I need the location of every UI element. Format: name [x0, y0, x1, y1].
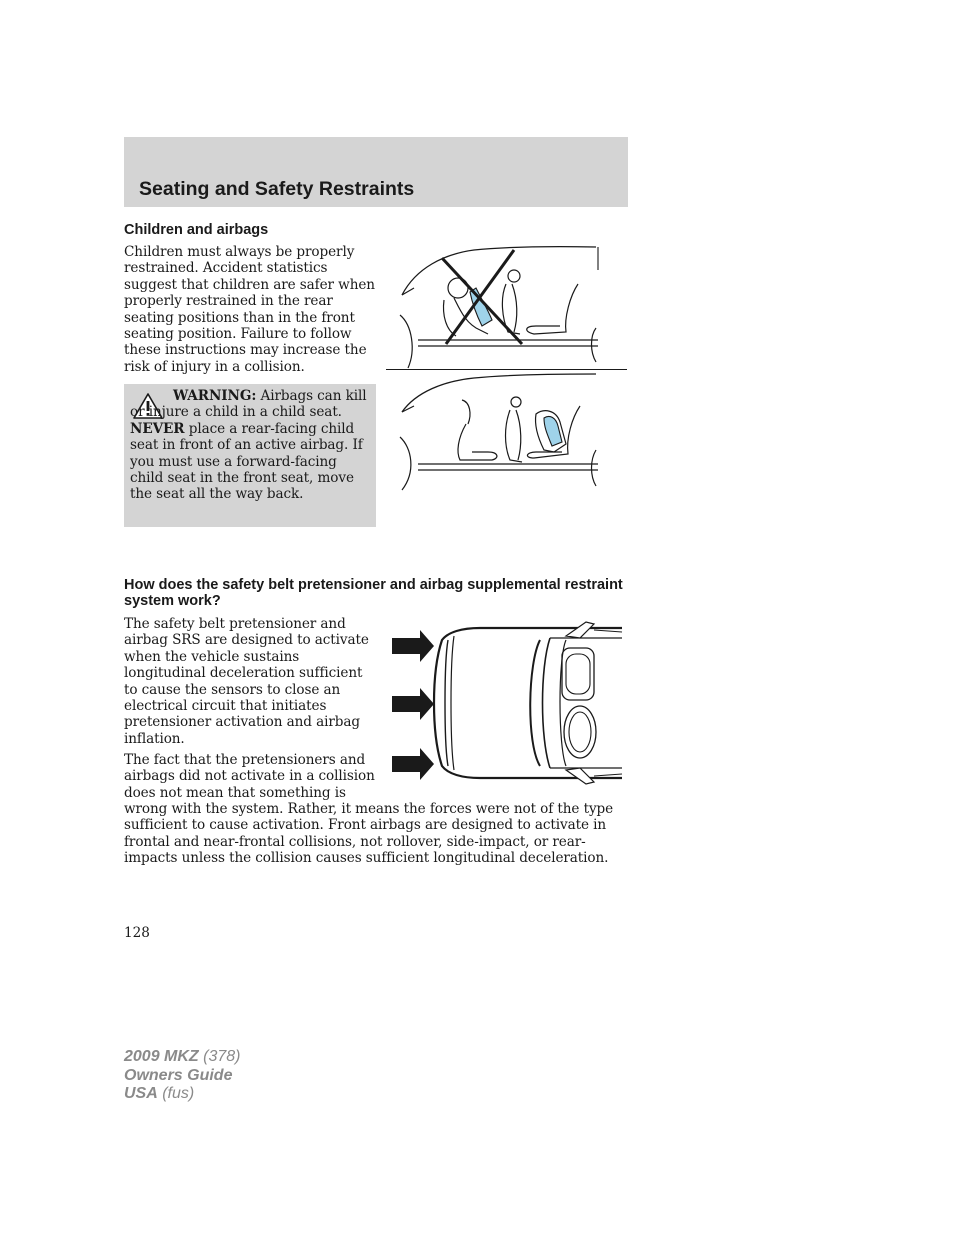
document-footer	[124, 1048, 241, 1104]
footer-line-2: Owners Guide	[124, 1066, 233, 1084]
warning-text	[130, 388, 368, 503]
impact-arrow-middle	[392, 688, 434, 720]
impact-arrow-top	[392, 630, 434, 662]
frontal-impact-illustration	[390, 618, 624, 788]
section-header	[124, 137, 628, 207]
rear-seat-child-illustration	[384, 372, 628, 494]
footer-line-3	[124, 1085, 241, 1104]
footer-model: 2009 MKZ	[124, 1048, 199, 1065]
impact-arrow-bottom	[392, 748, 434, 780]
pretensioner-paragraph-2b: wrong with the system. Rather, it means the forces were not of the type sufficient to cause activation. Front airbags are designed to activate in frontal and near-frontal collisions, not rollover, side-impact, or rear-impacts unless the collision causes sufficient longitudinal deceleration.	[124, 801, 614, 867]
children-airbags-paragraph: Children must always be properly restrained. Accident statistics suggest that children are safer when properly restrained in the rear seating positions than in the front seating position. Failure to follow these instructions may increase the risk of injury in a collision.	[124, 244, 375, 375]
warning-text-2: place a rear-facing child seat in front of an active airbag. If you must use a forward-facing child seat in the front seat, move the seat all the way back.	[130, 420, 363, 503]
illustration-divider	[386, 369, 627, 370]
footer-model-code: (378)	[198, 1048, 241, 1065]
warning-text-1: Airbags can kill or injure a child in a child seat.	[130, 388, 367, 421]
front-seat-child-illustration	[384, 240, 628, 372]
footer-market-code: (fus)	[157, 1085, 195, 1102]
footer-market: USA	[124, 1085, 158, 1102]
pretensioner-paragraph-1: The safety belt pretensioner and airbag SRS are designed to activate when the vehicle sustains longitudinal deceleration sufficient to cause the sensors to close an electrical circuit that initiates pretensioner activation and airbag inflation.	[124, 616, 369, 747]
page-number: 128	[124, 925, 150, 941]
footer-line-1	[124, 1048, 241, 1067]
pretensioner-heading: How does the safety belt pretensioner and airbag supplemental restraint system work?	[124, 577, 623, 609]
children-airbags-heading: Children and airbags	[124, 222, 269, 238]
page-title: Seating and Safety Restraints	[139, 178, 415, 200]
warning-box	[124, 384, 376, 527]
pretensioner-paragraph-2a: The fact that the pretensioners and airbags did not activate in a collision does not mean that something is	[124, 752, 375, 801]
warning-label: WARNING:	[173, 388, 257, 404]
warning-never: NEVER	[130, 420, 185, 437]
